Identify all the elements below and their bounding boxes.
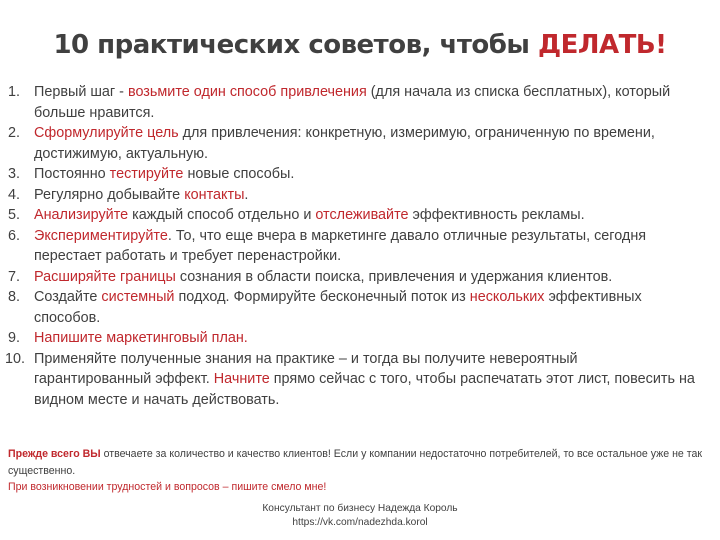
- list-item: [8, 164, 698, 185]
- item-text: . То, что еще вчера в маркетинге давало отличные результаты, сегодня перестает работать и требует перенастройки.: [34, 227, 647, 264]
- highlighted-text: нескольких: [469, 289, 545, 305]
- list-item: [8, 185, 698, 206]
- highlighted-text: Анализируйте: [34, 207, 129, 223]
- item-text: Создайте: [34, 289, 102, 305]
- list-item-number: 2.: [8, 125, 21, 141]
- item-text: сознания в области поиска, привлечения и удержания клиентов.: [175, 268, 613, 285]
- item-text: подход. Формируйте бесконечный поток из: [174, 289, 470, 305]
- list-item-number: 1.: [8, 84, 21, 100]
- list-item: [5, 349, 698, 411]
- list-item-number: 6.: [8, 227, 21, 244]
- list-item: [8, 267, 698, 288]
- highlighted-text: тестируйте: [109, 166, 184, 182]
- list-item-number: 5.: [8, 207, 21, 223]
- item-text: эффективность рекламы.: [408, 207, 585, 223]
- footer-note: [8, 446, 714, 496]
- page-title: [0, 30, 720, 60]
- list-item-number: 4.: [8, 186, 21, 203]
- item-text: Постоянно: [34, 166, 110, 182]
- tips-list: [5, 82, 698, 410]
- item-text: каждый способ отдельно и: [128, 207, 316, 223]
- item-text: эффективных способов.: [34, 289, 642, 326]
- list-item: [8, 226, 698, 267]
- list-item-number: 9.: [8, 330, 21, 346]
- highlighted-text: возьмите один способ привлечения: [127, 84, 367, 100]
- list-item: [8, 82, 698, 123]
- list-item: [8, 123, 698, 164]
- consultant-block: [0, 502, 720, 530]
- highlighted-text: Сформулируйте цель: [34, 125, 179, 141]
- item-text: .: [244, 186, 249, 203]
- highlighted-text: Напишите маркетинговый план.: [34, 330, 248, 346]
- list-item-number: 3.: [8, 166, 21, 182]
- item-text: Первый шаг -: [34, 84, 128, 100]
- footer-line-1-text: отвечаете за количество и качество клиентов! Если у компании недостаточно потребителей, то все остальное уже не так существенно.: [8, 448, 703, 477]
- highlighted-text: контакты: [184, 186, 245, 203]
- item-text: для привлечения: конкретную, измеримую, ограниченную по времени, достижимую, актуальную.: [34, 125, 655, 162]
- highlighted-text: Начните: [213, 371, 270, 387]
- list-item-number: 10.: [5, 350, 26, 367]
- title-prefix: 10 практических советов, чтобы: [53, 30, 538, 60]
- list-item: [8, 205, 698, 226]
- list-item-number: 7.: [8, 268, 21, 285]
- list-item-number: 8.: [8, 289, 21, 305]
- consultant-name: Консультант по бизнесу Надежда Король: [262, 503, 458, 514]
- highlighted-text: отслеживайте: [315, 207, 409, 223]
- item-text: новые способы.: [183, 166, 295, 182]
- footer-line-1: [8, 446, 714, 479]
- list-item: [8, 287, 698, 328]
- highlighted-text: Расширяйте границы: [34, 268, 176, 285]
- item-text: прямо сейчас с того, чтобы распечатать этот лист, повесить на видном месте и начать действовать.: [34, 371, 695, 408]
- consultant-link[interactable]: https://vk.com/nadezhda.korol: [292, 517, 428, 528]
- footer-strong: Прежде всего ВЫ: [8, 448, 101, 460]
- item-text: (для начала из списка бесплатных), который больше нравится.: [34, 84, 671, 121]
- title-highlight: ДЕЛАТЬ!: [538, 30, 667, 60]
- highlighted-text: системный: [101, 289, 175, 305]
- item-text: Регулярно добывайте: [34, 186, 185, 203]
- item-text: Применяйте полученные знания на практике – и тогда вы получите невероятный гарантированный эффект.: [34, 350, 578, 387]
- highlighted-text: Экспериментируйте: [34, 227, 168, 244]
- list-item: [8, 328, 698, 349]
- footer-line-2: При возникновении трудностей и вопросов – пишите смело мне!: [8, 481, 327, 493]
